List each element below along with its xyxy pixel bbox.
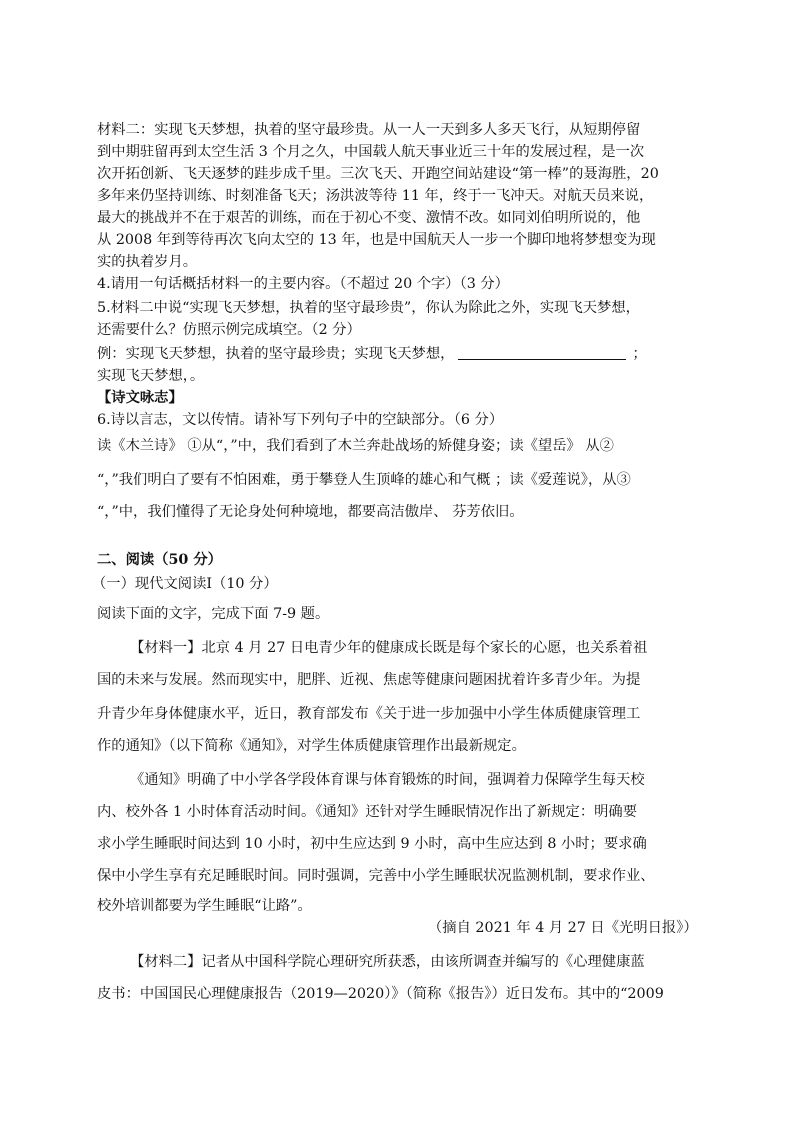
text-line: 最大的挑战并不在于艰苦的训练，而在于初心不变、激情不改。如同刘伯明所说的，他 — [97, 210, 641, 226]
text-line: 还需要什么？仿照示例完成填空。（2 分） — [97, 322, 361, 338]
text-line: 《通知》明确了中小学各学段体育课与体育锻炼的时间，强调着力保障学生每天校 — [130, 772, 645, 788]
subsection-title: （一）现代文阅读Ⅰ（10 分） — [92, 576, 278, 592]
text-line: “，”中，我们懂得了无论身处何种境地，都要高洁傲岸、 芬芳依旧。 — [97, 504, 524, 520]
example-line — [97, 344, 647, 364]
text-line: 校外培训都要为学生睡眠“让路”。 — [97, 898, 312, 914]
text-line: 求小学生睡眠时间达到 10 小时，初中生应达到 9 小时，高中生应达到 8 小时；要求确 — [97, 836, 647, 852]
section-heading: 【诗文咏志】 — [97, 390, 183, 406]
answer-blank[interactable] — [458, 345, 626, 360]
text-line: 实现飞天梦想，。 — [97, 368, 205, 384]
source-citation: （摘自 2021 年 4 月 27 日《光明日报》） — [428, 920, 698, 936]
text-line: 内、校外各 1 小时体育活动时间。《通知》还针对学生睡眠情况作出了新规定：明确要 — [97, 804, 638, 820]
text-line: 多年来仍坚持训练、时刻准备飞天；汤洪波等待 11 年，终于一飞冲天。对航天员来说， — [97, 188, 654, 204]
text-line: 读《木兰诗》 ①从“，”中，我们看到了木兰奔赴战场的矫健身姿；读《望岳》 从② — [97, 438, 614, 454]
text-line: 到中期驻留再到太空生活 3 个月之久，中国载人航天事业近三十年的发展过程，是一次 — [97, 144, 645, 160]
text-line: 【材料二】记者从中国科学院心理研究所获悉，由该所调查并编写的《心理健康蓝 — [130, 954, 645, 970]
question-5: 5.材料二中说“实现飞天梦想，执着的坚守最珍贵”，你认为除此之外，实现飞天梦想， — [97, 300, 640, 316]
text-line: 实的执着岁月。 — [97, 254, 198, 270]
example-end: ； — [632, 346, 647, 362]
text-line: 【材料一】北京 4 月 27 日电青少年的健康成长既是每个家长的心愿，也关系着祖 — [130, 640, 648, 656]
text-line: 皮书：中国国民心理健康报告（2019—2020）》（简称《报告》）近日发布。其中的“2009 — [97, 986, 664, 1002]
text-line: 次开拓创新、飞天逐梦的跬步成千里。三次飞天、开跑空间站建设“第一棒”的聂海胜，20 — [97, 166, 659, 182]
question-6: 6.诗以言志，文以传情。请补写下列句子中的空缺部分。（6 分） — [97, 412, 504, 428]
text-line: 升青少年身体健康水平，近日，教育部发布《关于进一步加强中小学生体质健康管理工 — [97, 706, 641, 722]
text-line: 从 2008 年到等待再次飞向太空的 13 年，也是中国航天人一步一个脚印地将梦想变为现 — [97, 232, 656, 248]
instruction: 阅读下面的文字，完成下面 7-9 题。 — [97, 606, 330, 622]
text-line: 国的未来与发展。然而现实中，肥胖、近视、焦虑等健康问题困扰着许多青少年。为提 — [97, 672, 641, 688]
text-line: 材料二：实现飞天梦想，执着的坚守最珍贵。从一人一天到多人多天飞行，从短期停留 — [97, 122, 641, 138]
text-line: 保中小学生享有充足睡眠时间。同时强调，完善中小学生睡眠状况监测机制，要求作业、 — [97, 868, 655, 884]
example-text: 例：实现飞天梦想，执着的坚守最珍贵；实现飞天梦想， — [97, 346, 455, 362]
text-line: 作的通知》（以下简称《通知》，对学生体质健康管理作出最新规定。 — [97, 738, 526, 754]
text-line: “，”我们明白了要有不怕困难，勇于攀登人生顶峰的雄心和气概 ；读《爱莲说》，从③ — [97, 472, 631, 488]
question-4: 4.请用一句话概括材料一的主要内容。（不超过 20 个字）（3 分） — [97, 276, 509, 292]
section-title: 二、阅读（50 分） — [97, 552, 222, 568]
